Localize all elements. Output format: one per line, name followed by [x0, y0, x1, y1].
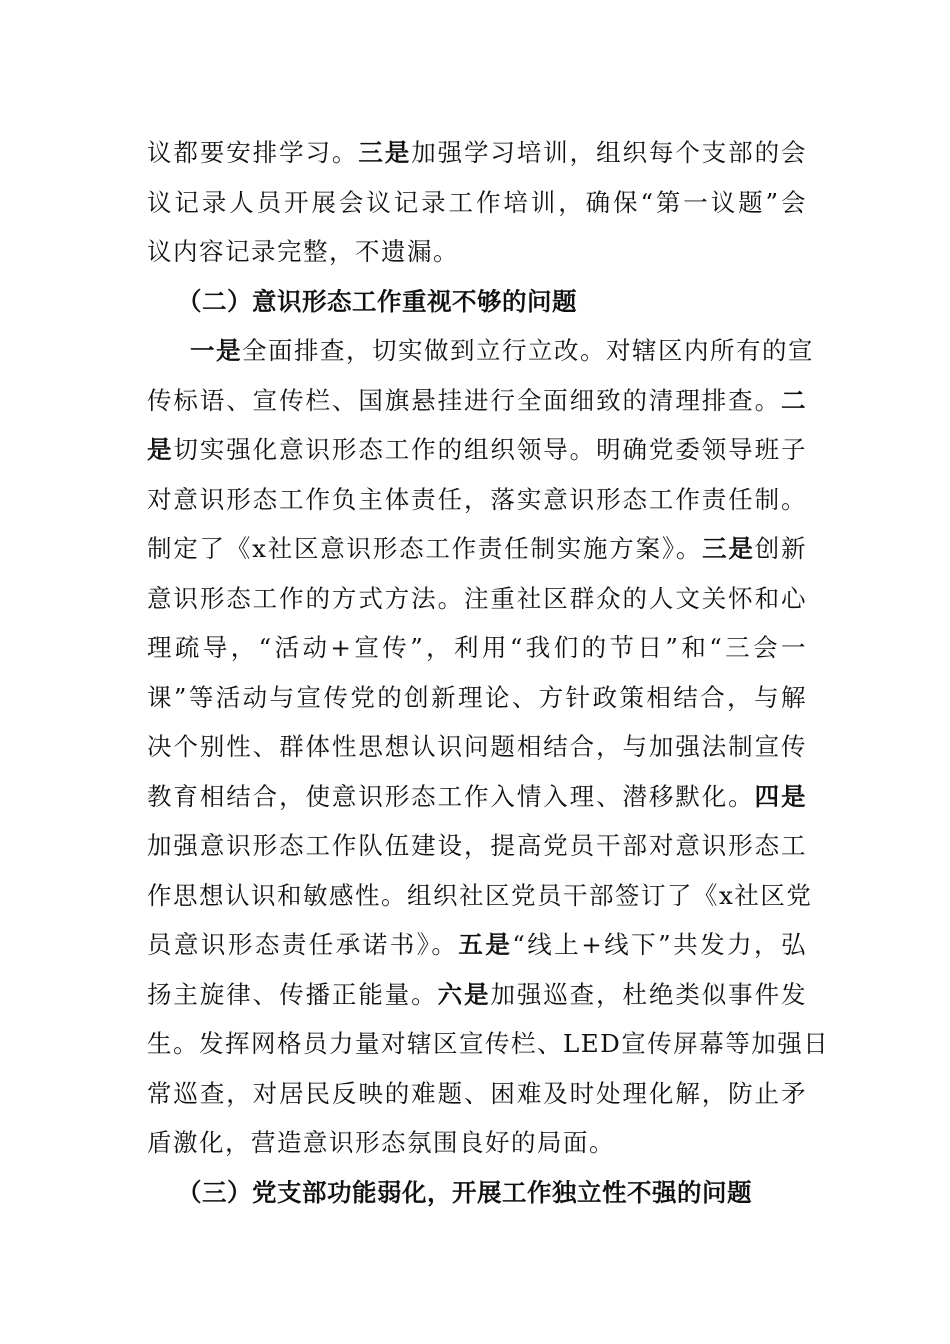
text-run: 教育相结合，使意识形态工作入情入理、潜移默化。 [147, 781, 755, 811]
text-run: 议都要安排学习。 [147, 138, 359, 167]
text-run: “线上+线下”共发力，弘 [512, 930, 808, 959]
section-heading: （三）党支部功能弱化，开展工作独立性不强的问题 [177, 1177, 752, 1207]
bold-keyword: 三是 [702, 534, 755, 563]
bold-keyword: 二 [781, 385, 807, 415]
bold-keyword: 三是 [358, 138, 412, 167]
paragraph-line [147, 326, 814, 376]
text-run: 加强学习培训，组织每个支部的会 [411, 138, 808, 167]
paragraph-line [147, 970, 807, 1020]
paragraph-line [147, 772, 807, 822]
section-heading: （二）意识形态工作重视不够的问题 [177, 286, 577, 316]
text-run: 加强巡查，杜绝类似事件发 [490, 979, 808, 1009]
paragraph-line: 盾激化，营造意识形态氛围良好的局面。 [147, 1128, 615, 1157]
paragraph-line: 理疏导，“活动+宣传”，利用“我们的节日”和“三会一 [147, 633, 807, 662]
bold-keyword: 五是 [458, 930, 513, 959]
paragraph-line [147, 376, 807, 426]
paragraph-line: 议记录人员开展会议记录工作培训，确保“第一议题”会 [147, 187, 807, 217]
text-run: 传标语、宣传栏、国旗悬挂进行全面细致的清理排查。 [147, 385, 781, 415]
paragraph-line: 决个别性、群体性思想认识问题相结合，与加强法制宣传 [147, 732, 807, 761]
paragraph-line [147, 128, 807, 178]
text-run: 扬主旋律、传播正能量。 [147, 979, 438, 1009]
paragraph-line: 议内容记录完整，不遗漏。 [147, 237, 459, 266]
text-run: 全面排查，切实做到立行立改。对辖区内所有的宣 [242, 336, 814, 365]
paragraph-line [147, 425, 807, 475]
text-run: 创新 [754, 534, 807, 563]
paragraph-line: 意识形态工作的方式方法。注重社区群众的人文关怀和心 [147, 583, 807, 613]
bold-keyword: 六是 [437, 979, 491, 1009]
bold-keyword: 一是 [190, 336, 242, 365]
bold-keyword: 四是 [754, 781, 808, 811]
document-body [147, 128, 830, 1217]
paragraph-line: 加强意识形态工作队伍建设，提高党员干部对意识形态工 [147, 831, 807, 860]
paragraph-line: 对意识形态工作负主体责任，落实意识形态工作责任制。 [147, 484, 807, 514]
paragraph-line [147, 920, 807, 970]
paragraph-line [147, 524, 807, 574]
paragraph-line: 课”等活动与宣传党的创新理论、方针政策相结合，与解 [147, 682, 807, 712]
text-run: 切实强化意识形态工作的组织领导。明确党委领导班子 [173, 435, 808, 464]
bold-keyword: 是 [147, 435, 174, 464]
paragraph-line: 作思想认识和敏感性。组织社区党员干部签订了《x社区党 [147, 880, 813, 910]
paragraph-line: 常巡查，对居民反映的难题、困难及时处理化解，防止矛 [147, 1078, 807, 1108]
text-run: 员意识形态责任承诺书》。 [147, 930, 459, 959]
paragraph-line: 生。发挥网格员力量对辖区宣传栏、LED宣传屏幕等加强日 [147, 1029, 830, 1058]
text-run: 制定了《x社区意识形态工作责任制实施方案》。 [147, 534, 703, 563]
